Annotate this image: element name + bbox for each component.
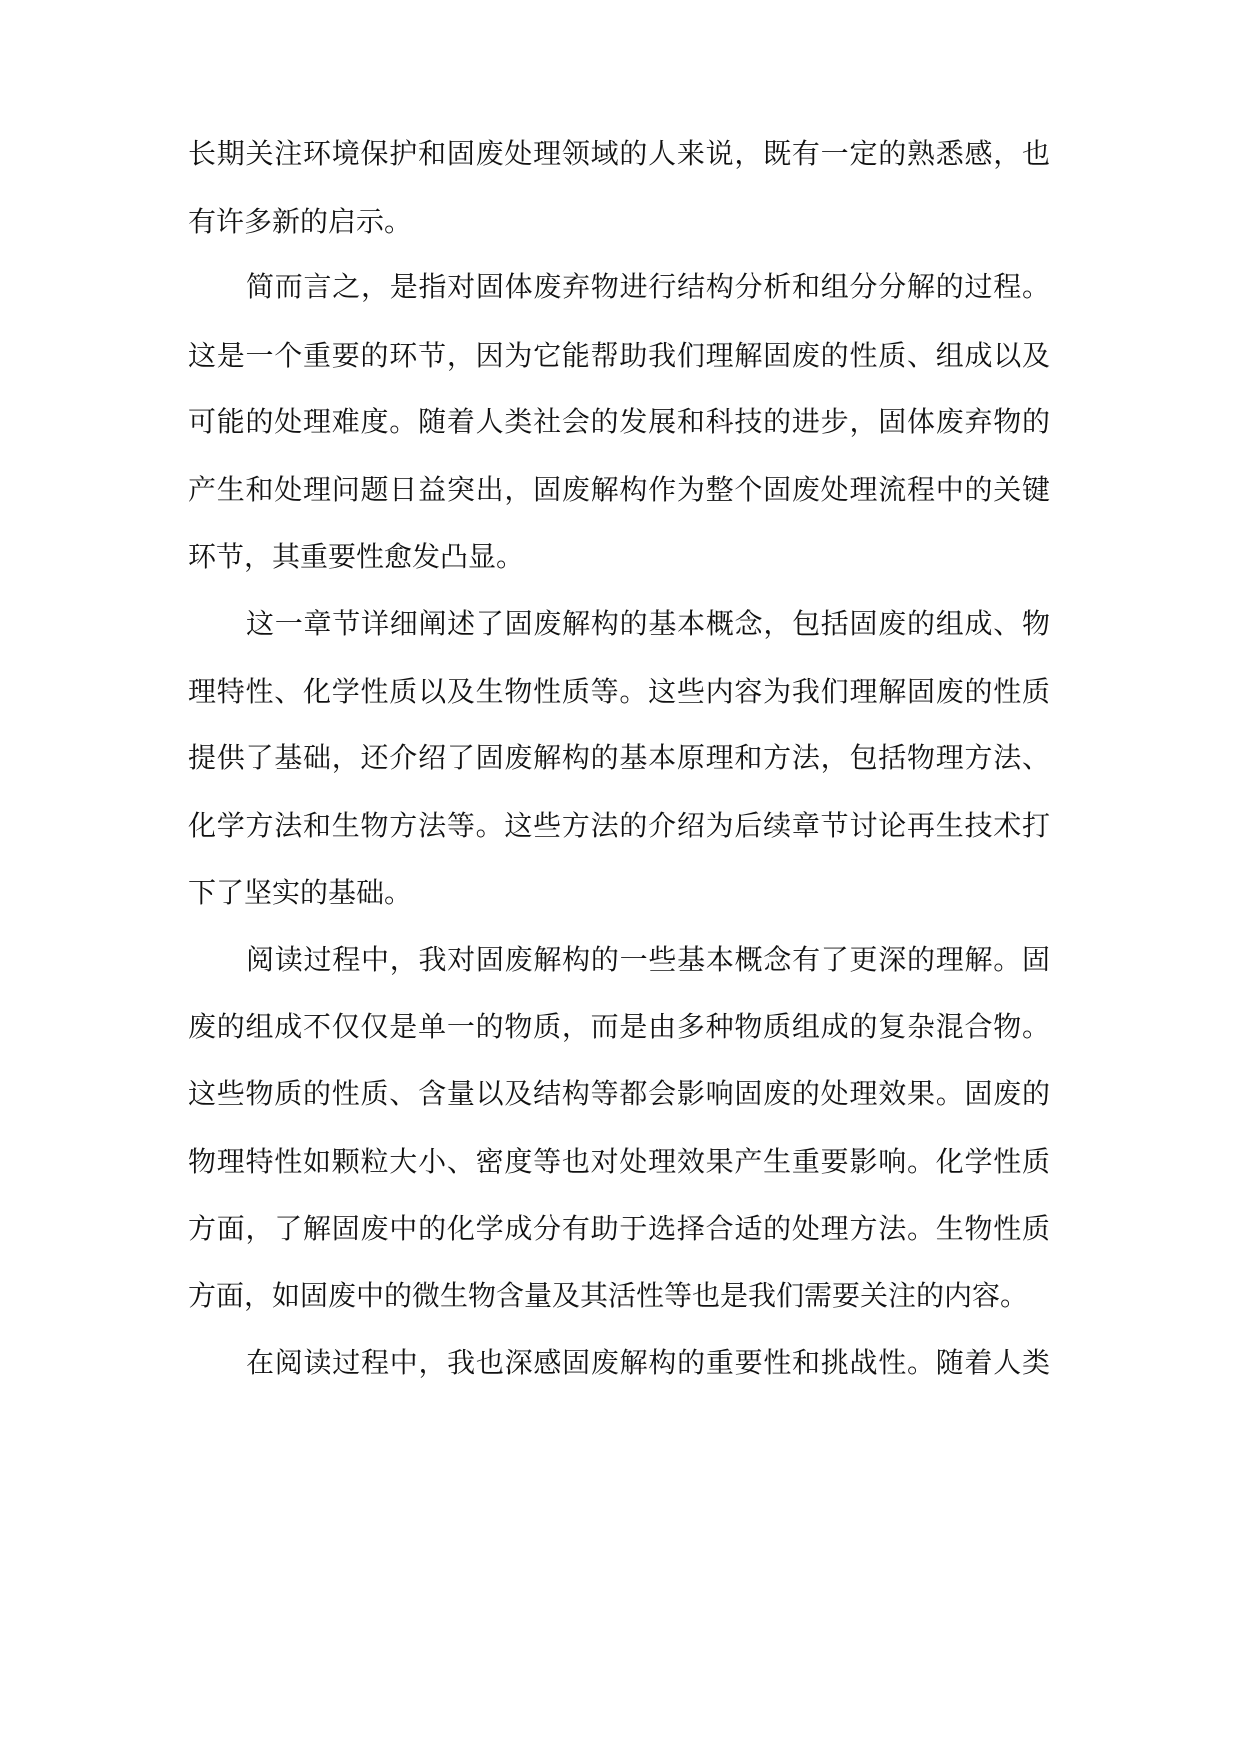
paragraph-first-line: 阅读过程中，我对固废解构的一些基本概念有了更深的理解。固 [246, 943, 1050, 976]
text-line: 方面，如固废中的微生物含量及其活性等也是我们需要关注的内容。 [188, 1279, 1029, 1312]
text-line: 可能的处理难度。随着人类社会的发展和科技的进步，固体废弃物的 [188, 405, 1050, 438]
paragraph-first-line: 在阅读过程中，我也深感固废解构的重要性和挑战性。随着人类 [246, 1346, 1050, 1379]
text-line: 方面，了解固废中的化学成分有助于选择合适的处理方法。生物性质 [188, 1212, 1050, 1245]
text-line: 这些物质的性质、含量以及结构等都会影响固废的处理效果。固废的 [188, 1077, 1050, 1110]
text-line: 这是一个重要的环节，因为它能帮助我们理解固废的性质、组成以及 [188, 339, 1050, 372]
text-line: 物理特性如颗粒大小、密度等也对处理效果产生重要影响。化学性质 [188, 1145, 1050, 1178]
paragraph-first-line: 简而言之，是指对固体废弃物进行结构分析和组分分解的过程。 [246, 270, 1050, 303]
paragraph-first-line: 这一章节详细阐述了固废解构的基本概念，包括固废的组成、物 [246, 607, 1050, 640]
text-line: 有许多新的启示。 [188, 205, 413, 238]
text-line: 化学方法和生物方法等。这些方法的介绍为后续章节讨论再生技术打 [188, 809, 1050, 842]
text-line: 提供了基础，还介绍了固废解构的基本原理和方法，包括物理方法、 [188, 741, 1050, 774]
text-line: 下了坚实的基础。 [188, 876, 413, 909]
text-line: 环节，其重要性愈发凸显。 [188, 540, 525, 573]
text-line: 理特性、化学性质以及生物性质等。这些内容为我们理解固废的性质 [188, 675, 1050, 708]
text-line: 产生和处理问题日益突出，固废解构作为整个固废处理流程中的关键 [188, 473, 1050, 506]
text-line: 废的组成不仅仅是单一的物质，而是由多种物质组成的复杂混合物。 [188, 1010, 1050, 1043]
text-line: 长期关注环境保护和固废处理领域的人来说，既有一定的熟悉感，也 [188, 137, 1050, 170]
